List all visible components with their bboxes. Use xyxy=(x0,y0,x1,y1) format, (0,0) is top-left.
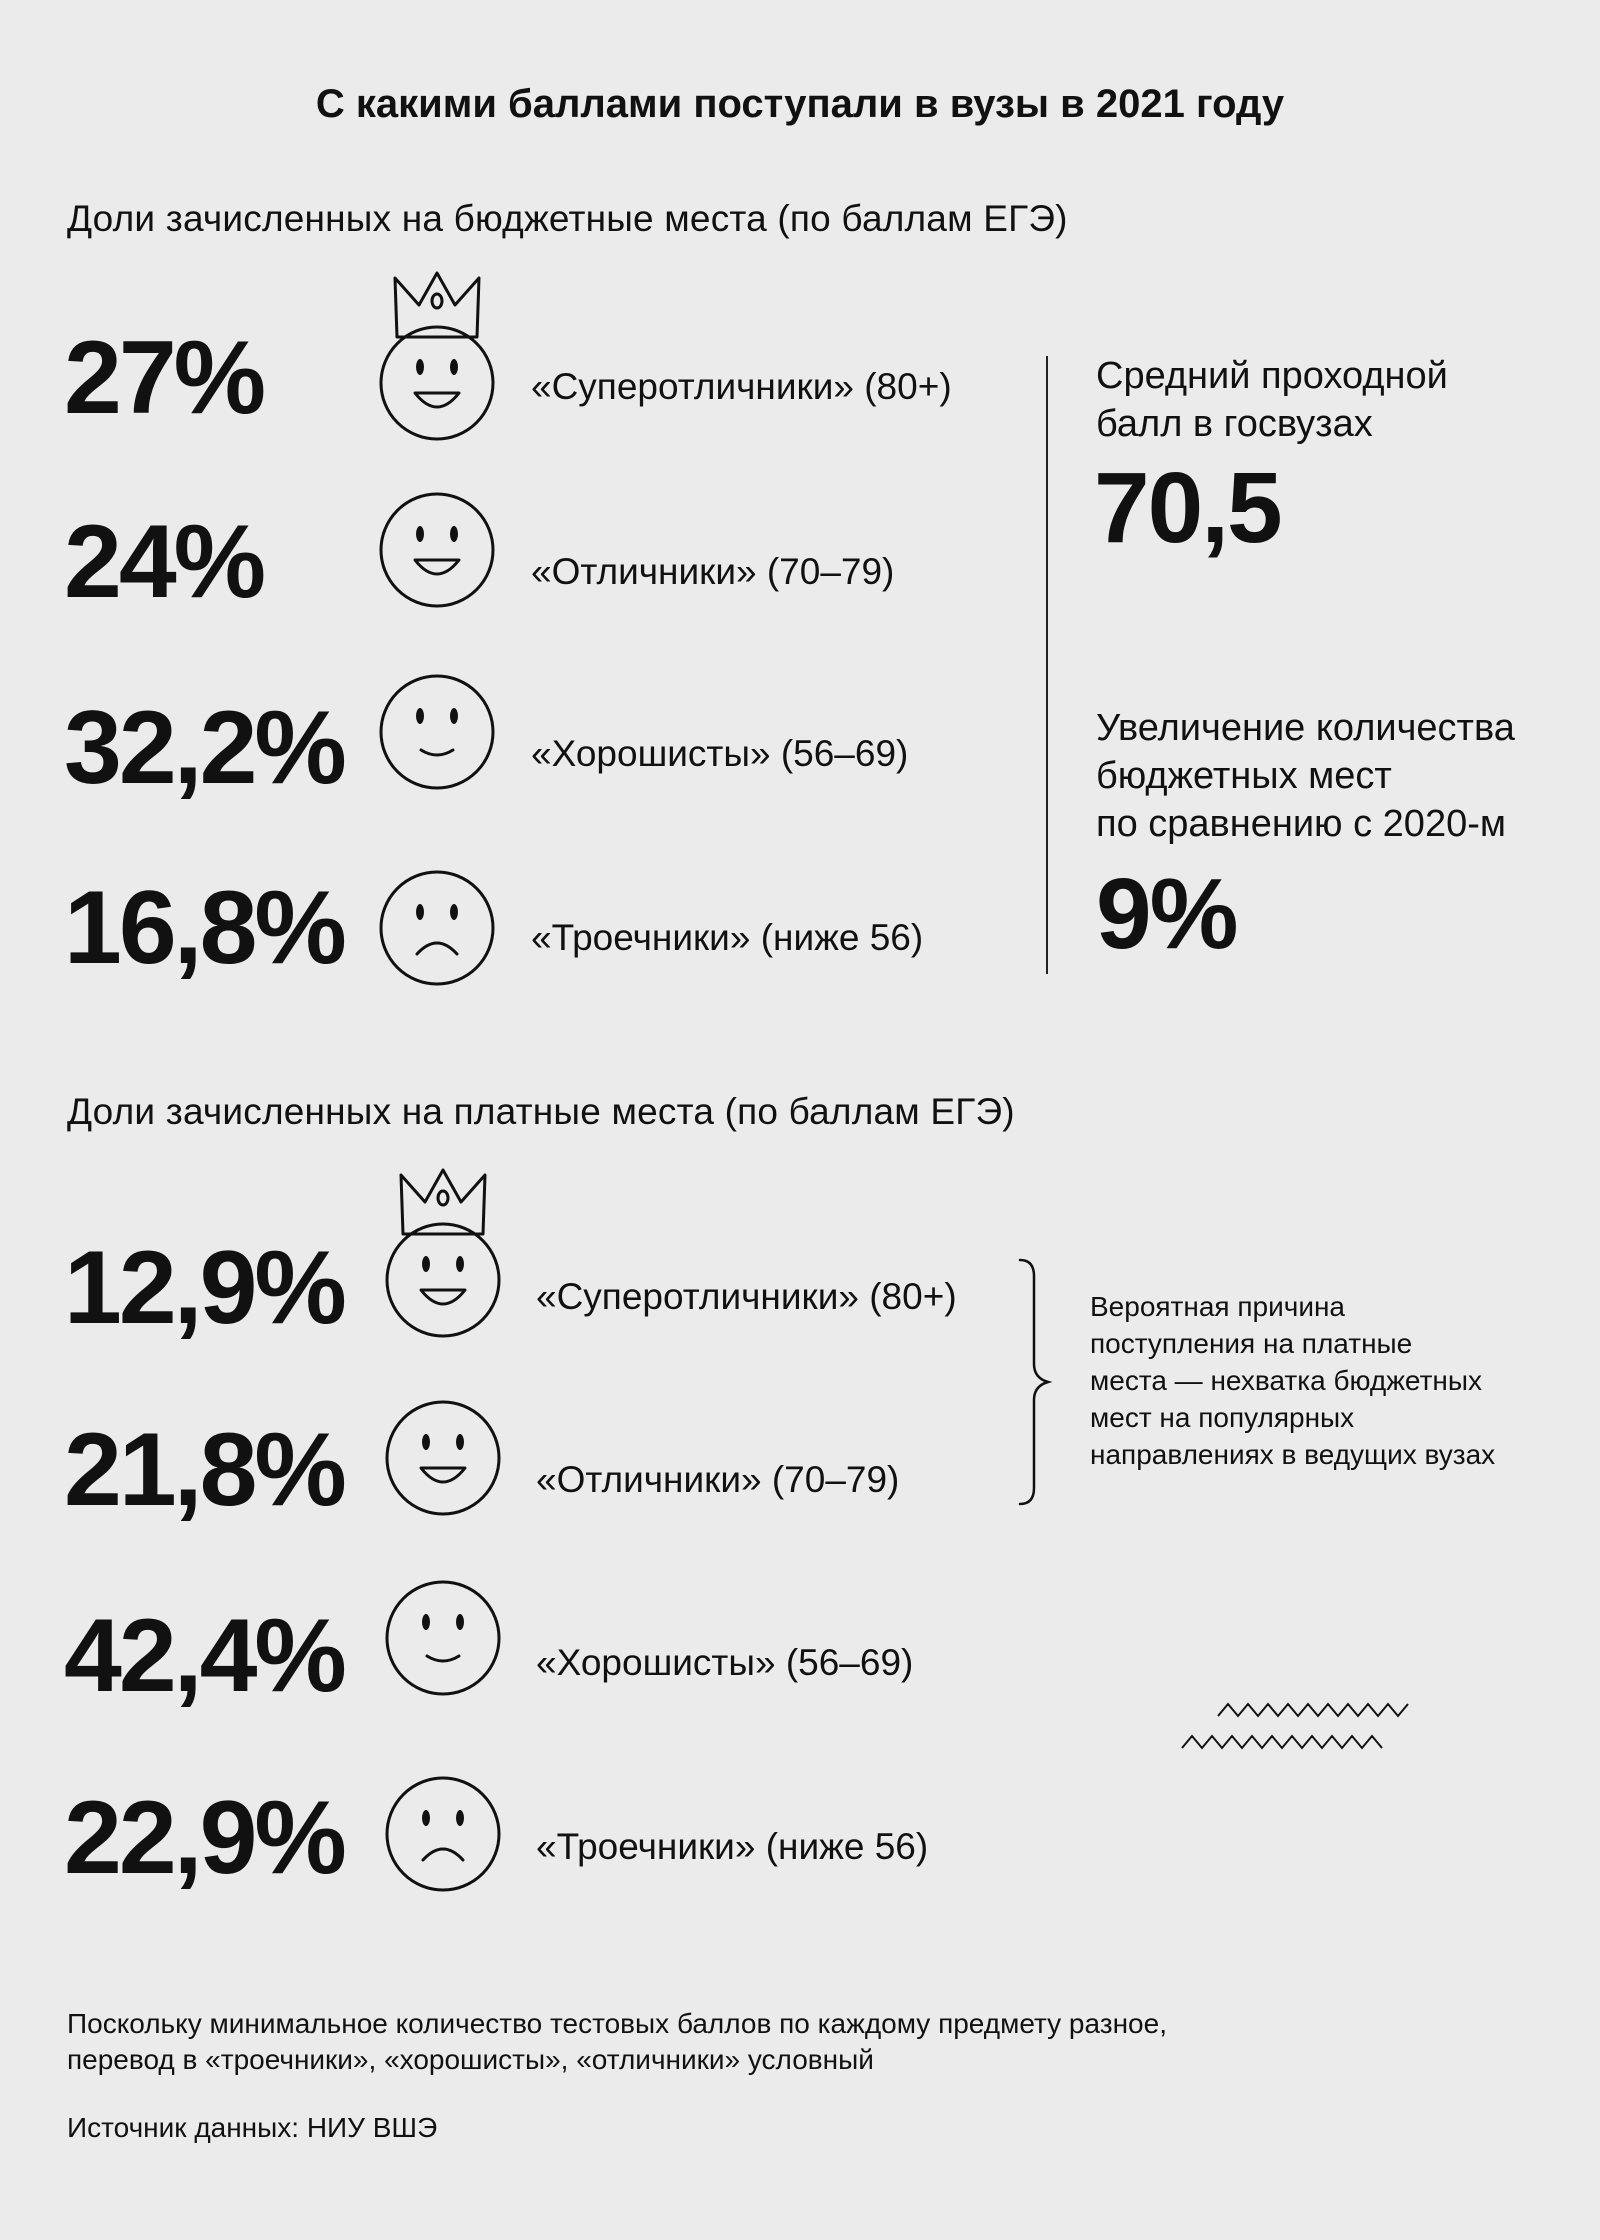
paid-percent-satisfactory: 22,9% xyxy=(64,1780,344,1896)
paid-label-satisfactory: «Троечники» (ниже 56) xyxy=(536,1826,929,1867)
data-source: Источник данных: НИУ ВШЭ xyxy=(67,2112,438,2143)
paid-percent-excellent: 21,8% xyxy=(64,1412,344,1528)
crowned-smile-icon xyxy=(377,323,497,443)
budget-label-satisfactory: «Троечники» (ниже 56) xyxy=(531,917,924,958)
budget-label-good: «Хорошисты» (56–69) xyxy=(531,733,909,774)
crowned-smile-icon xyxy=(383,1220,503,1340)
budget-percent-good: 32,2% xyxy=(64,690,344,806)
budget-percent-satisfactory: 16,8% xyxy=(64,870,344,986)
smile-icon xyxy=(383,1578,503,1698)
paid-section-heading: Доли зачисленных на платные места (по баллам ЕГЭ) xyxy=(67,1091,1015,1132)
zigzag-decoration xyxy=(1180,1696,1420,1752)
curly-brace xyxy=(1010,1258,1060,1508)
big-smile-icon xyxy=(377,490,497,610)
paid-label-good: «Хорошисты» (56–69) xyxy=(536,1642,914,1683)
paid-percent-good: 42,4% xyxy=(64,1598,344,1714)
vertical-divider xyxy=(1046,356,1048,974)
budget-increase-caption: Увеличение количества бюджетных мест по сравнению с 2020-м xyxy=(1096,707,1515,845)
paid-percent-super: 12,9% xyxy=(64,1230,344,1346)
footnote: Поскольку минимальное количество тестовых баллов по каждому предмету разное, перевод в «троечники», «хорошисты», «отличники» условный xyxy=(67,2008,1167,2075)
smile-icon xyxy=(377,672,497,792)
budget-label-excellent: «Отличники» (70–79) xyxy=(531,551,895,592)
budget-percent-super: 27% xyxy=(64,320,264,436)
paid-reason-text: Вероятная причина поступления на платные места — нехватка бюджетных мест на популярных направлениях в ведущих вузах xyxy=(1090,1291,1496,1470)
budget-increase-value: 9% xyxy=(1096,858,1237,970)
budget-label-super: «Суперотличники» (80+) xyxy=(531,366,952,407)
page-title: С какими баллами поступали в вузы в 2021 году xyxy=(315,82,1285,126)
sad-face-icon xyxy=(383,1774,503,1894)
avg-score-caption: Средний проходной балл в госвузах xyxy=(1096,355,1448,445)
budget-section-heading: Доли зачисленных на бюджетные места (по баллам ЕГЭ) xyxy=(67,198,1068,239)
paid-label-excellent: «Отличники» (70–79) xyxy=(536,1459,900,1500)
big-smile-icon xyxy=(383,1398,503,1518)
budget-percent-excellent: 24% xyxy=(64,504,264,620)
avg-score-value: 70,5 xyxy=(1094,452,1281,564)
sad-face-icon xyxy=(377,868,497,988)
paid-label-super: «Суперотличники» (80+) xyxy=(536,1276,957,1317)
